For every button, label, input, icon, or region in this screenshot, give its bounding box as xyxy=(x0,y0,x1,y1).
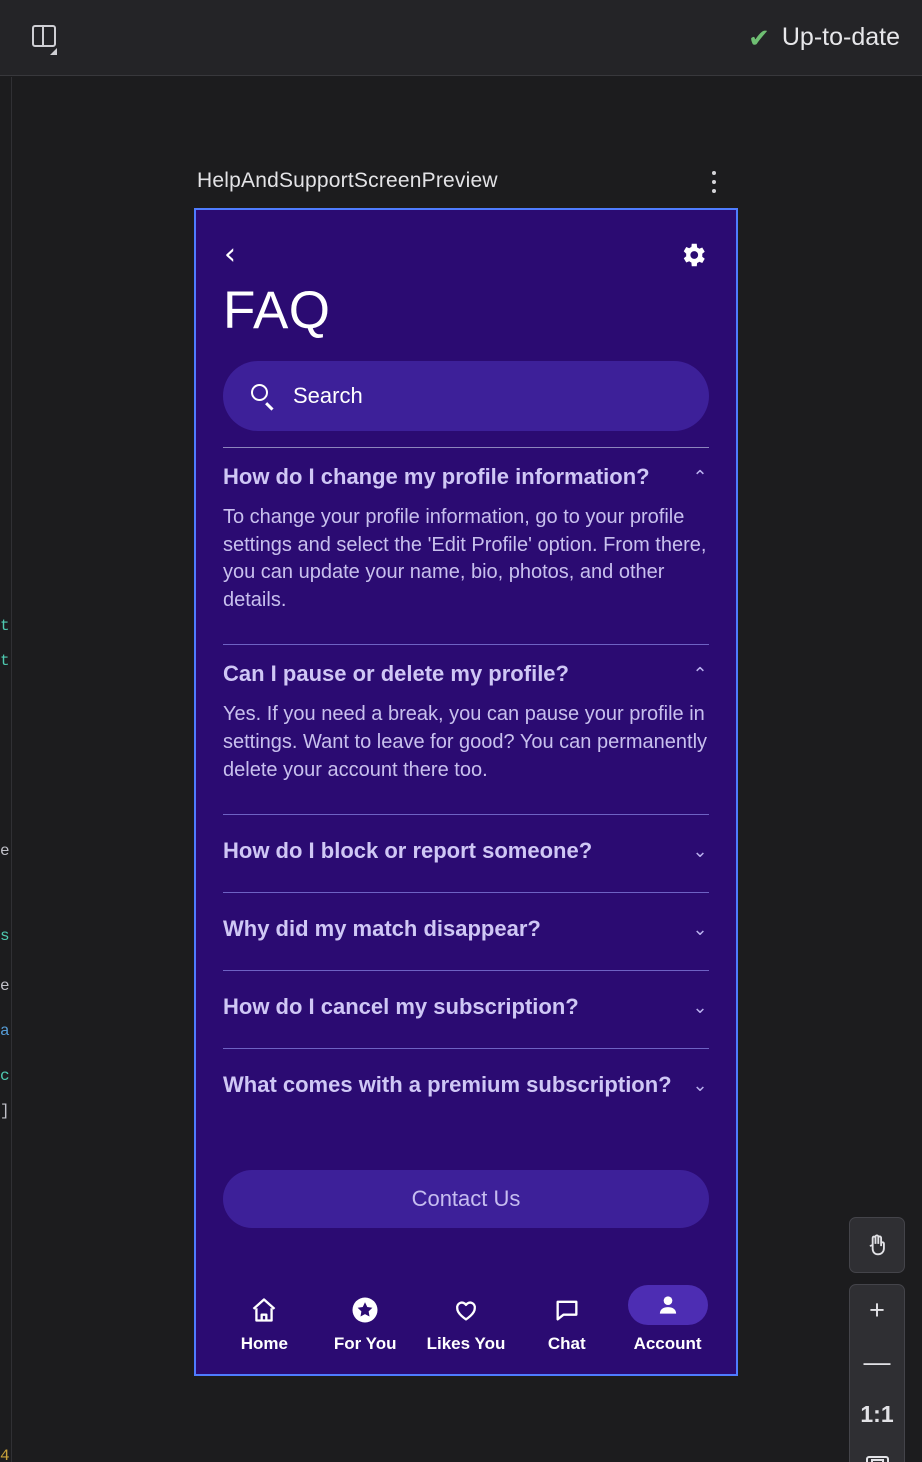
faq-question-row[interactable] xyxy=(223,448,709,504)
contact-us-button[interactable]: Contact Us xyxy=(223,1170,709,1228)
tab-account[interactable] xyxy=(622,1285,714,1354)
faq-question-row[interactable] xyxy=(223,815,709,892)
faq-question: What comes with a premium subscription? xyxy=(223,1072,672,1098)
back-chevron-icon[interactable]: ‹ xyxy=(224,237,236,272)
active-tab-pill xyxy=(628,1285,708,1325)
tab-label: For You xyxy=(333,1334,397,1353)
chevron-up-icon[interactable]: ⌃ xyxy=(692,664,708,685)
pan-hand-icon[interactable] xyxy=(849,1217,905,1273)
preview-title: HelpAndSupportScreenPreview xyxy=(197,169,498,192)
sync-status xyxy=(748,23,900,52)
zoom-in-button[interactable]: + xyxy=(869,1295,885,1326)
faq-list xyxy=(223,447,709,1126)
faq-question: Why did my match disappear? xyxy=(223,916,541,942)
faq-answer: Yes. If you need a break, you can pause your profile in settings. Want to leave for good? You can permanently delete your account there too. xyxy=(223,703,708,781)
gutter-fragment: c xyxy=(0,1067,10,1085)
tab-for-you[interactable] xyxy=(319,1295,411,1354)
search-input[interactable] xyxy=(223,361,709,431)
device-preview-frame[interactable] xyxy=(194,208,738,1376)
home-icon xyxy=(249,1295,279,1325)
heart-icon xyxy=(451,1295,481,1325)
gutter-fragment: s xyxy=(0,927,10,945)
more-options-icon[interactable] xyxy=(701,165,727,199)
fit-to-screen-icon xyxy=(866,1456,889,1462)
gutter-fragment: ] xyxy=(0,1102,10,1120)
search-placeholder: Search xyxy=(293,383,363,408)
faq-question-row[interactable] xyxy=(223,645,709,701)
page-title: FAQ xyxy=(223,281,331,340)
faq-question: How do I change my profile information? xyxy=(223,464,650,489)
tab-home[interactable] xyxy=(218,1295,310,1354)
app-header xyxy=(196,210,736,270)
tab-label: Likes You xyxy=(426,1334,506,1353)
zoom-out-button[interactable]: — xyxy=(863,1347,891,1378)
fit-to-screen-button[interactable] xyxy=(850,1440,904,1462)
preview-canvas xyxy=(13,77,922,1462)
editor-gutter-sliver xyxy=(0,77,12,1462)
bottom-tab-bar xyxy=(196,1285,736,1354)
faq-question-row[interactable] xyxy=(223,893,709,970)
chevron-down-icon[interactable]: ⌄ xyxy=(692,997,708,1018)
chevron-down-icon[interactable]: ⌄ xyxy=(692,919,708,940)
zoom-controls[interactable] xyxy=(849,1284,905,1462)
tab-label: Account xyxy=(633,1334,702,1353)
faq-item[interactable] xyxy=(223,892,709,970)
faq-question: Can I pause or delete my profile? xyxy=(223,661,569,687)
check-icon: ✔ xyxy=(748,22,770,53)
person-icon xyxy=(655,1290,681,1320)
gutter-fragment: e xyxy=(0,977,10,995)
chevron-down-icon[interactable]: ⌄ xyxy=(692,1075,708,1096)
faq-question-row[interactable] xyxy=(223,971,709,1048)
status-label: Up-to-date xyxy=(781,23,900,51)
tab-likes-you[interactable] xyxy=(420,1295,512,1354)
chat-bubble-icon xyxy=(552,1295,582,1325)
faq-item[interactable] xyxy=(223,447,709,644)
faq-question-row[interactable] xyxy=(223,1049,709,1126)
zoom-ratio-button[interactable]: 1:1 xyxy=(860,1400,894,1427)
faq-item[interactable] xyxy=(223,970,709,1048)
chevron-up-icon[interactable]: ⌃ xyxy=(692,467,708,487)
faq-question: How do I cancel my subscription? xyxy=(223,994,579,1020)
gutter-fragment: t xyxy=(0,617,10,635)
gutter-fragment: a xyxy=(0,1022,10,1040)
tab-label: Home xyxy=(240,1334,288,1353)
faq-question: How do I block or report someone? xyxy=(223,838,593,864)
ide-top-bar xyxy=(0,0,922,76)
tab-label: Chat xyxy=(547,1334,586,1353)
gutter-fragment: e xyxy=(0,842,10,860)
search-icon xyxy=(251,384,275,408)
chevron-down-icon[interactable]: ⌄ xyxy=(692,841,708,862)
faq-answer: To change your profile information, go to your profile settings and select the 'Edit Profile' option. From there, you can update your name, bio, photos, and other details. xyxy=(223,506,707,611)
gutter-fragment: 4 xyxy=(0,1447,10,1462)
layout-panel-icon[interactable] xyxy=(32,24,60,52)
faq-item[interactable] xyxy=(223,1048,709,1126)
gear-icon[interactable] xyxy=(678,240,708,270)
faq-item[interactable] xyxy=(223,814,709,892)
gutter-fragment: t xyxy=(0,652,10,670)
tab-chat[interactable] xyxy=(521,1295,613,1354)
faq-item[interactable] xyxy=(223,644,709,814)
star-circle-icon xyxy=(350,1295,380,1325)
